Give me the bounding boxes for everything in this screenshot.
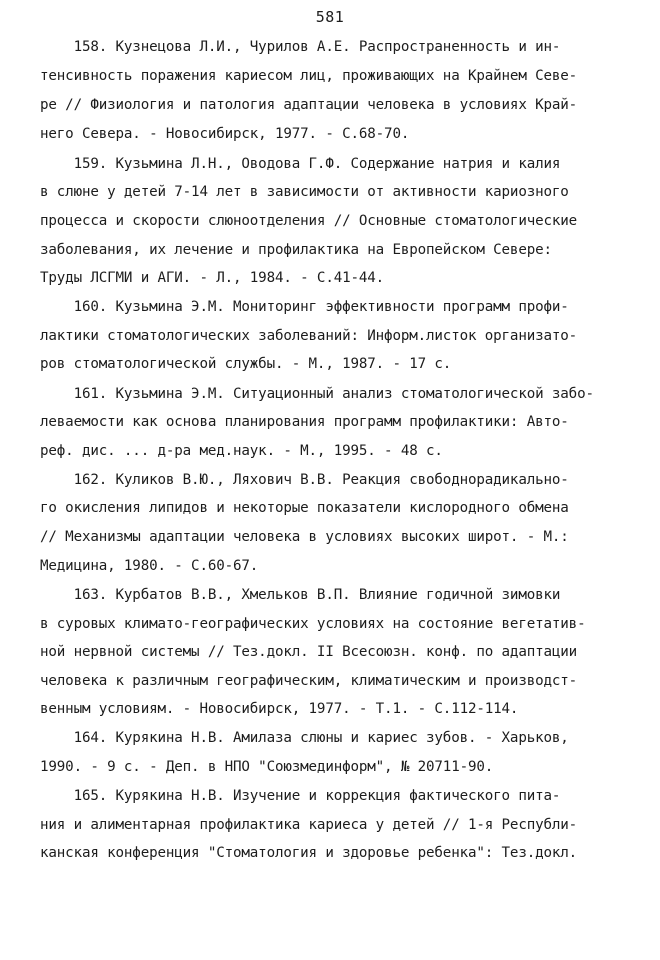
- text-line: го окисления липидов и некоторые показатели кислородного обмена: [40, 500, 569, 516]
- text-line: канская конференция "Стоматология и здоровье ребенка": Тез.докл.: [40, 845, 578, 861]
- text-line: 160. Кузьмина Э.М. Мониторинг эффективности программ профи-: [40, 299, 569, 315]
- text-line: лактики стоматологических заболеваний: Информ.листок организато-: [40, 328, 578, 344]
- text-line: тенсивность поражения кариесом лиц, проживающих на Крайнем Севе-: [40, 68, 578, 84]
- text-line: процесса и скорости слюноотделения // Основные стоматологические: [40, 213, 578, 229]
- text-line: венным условиям. - Новосибирск, 1977. - Т.1. - С.112-114.: [40, 701, 519, 717]
- text-line: 159. Кузьмина Л.Н., Оводова Г.Ф. Содержание натрия и калия: [40, 156, 561, 172]
- text-line: 161. Кузьмина Э.М. Ситуационный анализ стоматологической забо-: [40, 386, 594, 402]
- text-line: 158. Кузнецова Л.И., Чурилов А.Е. Распространенность и ин-: [40, 39, 561, 55]
- text-line: него Севера. - Новосибирск, 1977. - С.68-70.: [40, 126, 410, 142]
- text-line: заболевания, их лечение и профилактика на Европейском Севере:: [40, 242, 552, 258]
- text-line: в суровых климато-географических условиях на состояние вегетатив-: [40, 616, 586, 632]
- text-line: ров стоматологической службы. - М., 1987. - 17 с.: [40, 356, 452, 372]
- text-line: 164. Курякина Н.В. Амилаза слюны и кариес зубов. - Харьков,: [40, 730, 569, 746]
- text-line: человека к различным географическим, климатическим и производст-: [40, 673, 578, 689]
- text-line: Медицина, 1980. - С.60-67.: [40, 558, 259, 574]
- text-line: Труды ЛСГМИ и АГИ. - Л., 1984. - С.41-44.: [40, 270, 385, 286]
- text-line: ния и алиментарная профилактика кариеса у детей // 1-я Республи-: [40, 817, 578, 833]
- text-line: 162. Куликов В.Ю., Ляхович В.В. Реакция свободнорадикально-: [40, 472, 569, 488]
- text-line: 163. Курбатов В.В., Хмельков В.П. Влияние годичной зимовки: [40, 587, 561, 603]
- text-line: ной нервной системы // Тез.докл. II Всесоюзн. конф. по адаптации: [40, 644, 578, 660]
- text-line: леваемости как основа планирования программ профилактики: Авто-: [40, 414, 569, 430]
- page-number: 581: [315, 8, 345, 26]
- text-line: ре // Физиология и патология адаптации человека в условиях Край-: [40, 97, 578, 113]
- text-line: 165. Курякина Н.В. Изучение и коррекция фактического пита-: [40, 788, 561, 804]
- text-line: // Механизмы адаптации человека в условиях высоких широт. - М.:: [40, 529, 569, 545]
- text-line: в слюне у детей 7-14 лет в зависимости от активности кариозного: [40, 184, 569, 200]
- text-line: реф. дис. ... д-ра мед.наук. - М., 1995. - 48 с.: [40, 443, 443, 459]
- text-line: 1990. - 9 с. - Деп. в НПО "Союзмединформ", № 20711-90.: [40, 759, 494, 775]
